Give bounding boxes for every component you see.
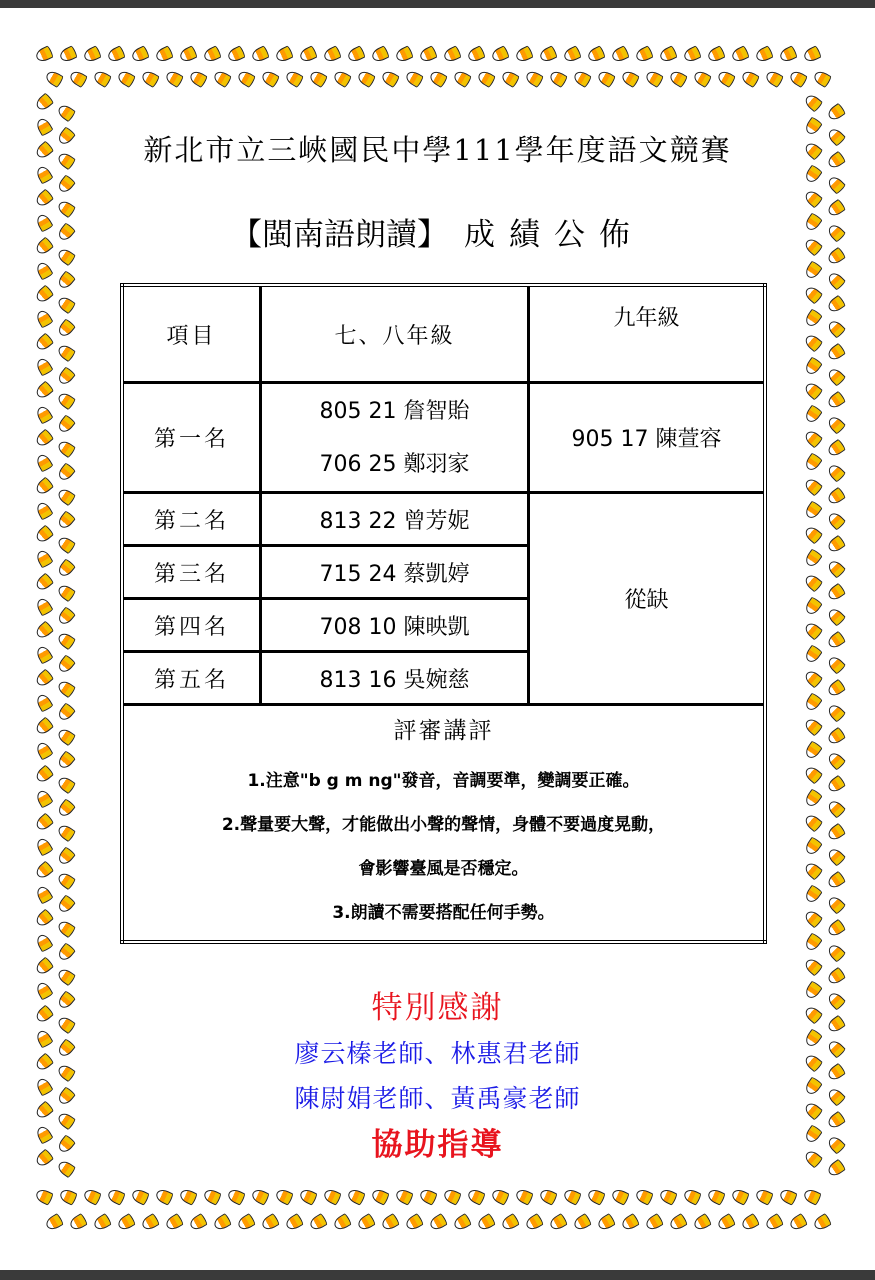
candy-corn-icon xyxy=(56,823,77,843)
candy-corn-icon xyxy=(826,295,847,315)
candy-corn-icon xyxy=(730,1187,750,1206)
candy-corn-icon xyxy=(826,606,847,627)
candy-corn-icon xyxy=(826,174,847,195)
table-row xyxy=(122,383,765,493)
candy-corn-icon xyxy=(212,1213,232,1232)
subtitle-announcement: 成績公佈 xyxy=(464,217,644,253)
candy-corn-icon xyxy=(668,69,688,88)
candy-corn-icon xyxy=(56,103,77,123)
candy-corn-icon xyxy=(44,69,64,88)
candy-corn-icon xyxy=(370,1187,390,1206)
candy-corn-icon xyxy=(644,1213,664,1232)
candy-corn-icon xyxy=(56,606,76,627)
candy-corn-icon xyxy=(34,500,53,520)
results-table xyxy=(120,283,767,944)
candy-corn-icon xyxy=(826,654,847,675)
candy-corn-icon xyxy=(802,1187,822,1206)
candy-corn-icon xyxy=(250,1187,270,1206)
candy-corn-icon xyxy=(178,45,198,64)
candy-corn-icon xyxy=(740,69,760,88)
candy-corn-icon xyxy=(826,798,847,819)
candy-corn-icon xyxy=(164,69,184,88)
assist-text: 協助指導 xyxy=(371,1127,504,1163)
candy-corn-icon xyxy=(322,1187,342,1206)
candy-corn-icon xyxy=(548,1213,568,1232)
candy-corn-icon xyxy=(34,548,53,568)
candy-corn-icon xyxy=(826,318,847,339)
candy-corn-icon xyxy=(68,69,88,88)
candy-corn-icon xyxy=(58,45,78,64)
candy-corn-icon xyxy=(226,45,246,64)
candy-corn-icon xyxy=(548,69,568,88)
candy-corn-icon xyxy=(34,596,53,616)
candy-corn-icon xyxy=(803,332,824,352)
candy-corn-icon xyxy=(716,69,736,88)
candy-corn-icon xyxy=(826,583,847,603)
candy-corn-icon xyxy=(476,1213,496,1232)
candy-corn-icon xyxy=(274,1187,294,1206)
candy-corn-icon xyxy=(298,45,318,64)
candy-corn-icon xyxy=(740,1213,760,1232)
candy-corn-icon xyxy=(803,956,824,976)
candy-corn-icon xyxy=(34,92,55,112)
candy-corn-icon xyxy=(34,452,53,472)
candy-corn-icon xyxy=(803,932,823,953)
candy-corn-icon xyxy=(803,500,823,521)
candy-corn-icon xyxy=(803,644,823,665)
candy-corn-icon xyxy=(236,69,256,88)
candy-corn-icon xyxy=(803,860,824,880)
candy-corn-icon xyxy=(812,1213,832,1232)
candy-corn-icon xyxy=(634,1187,654,1206)
candy-corn-icon xyxy=(442,1187,462,1206)
candy-corn-icon xyxy=(34,668,55,688)
candy-corn-icon xyxy=(56,798,76,819)
candy-corn-icon xyxy=(56,318,76,339)
candy-corn-icon xyxy=(803,92,824,112)
candy-corn-icon xyxy=(56,775,77,795)
candy-corn-icon xyxy=(56,654,76,675)
winner-cell xyxy=(261,383,529,493)
candy-corn-icon xyxy=(260,1213,280,1232)
candy-corn-icon xyxy=(34,356,53,376)
candy-corn-icon xyxy=(490,45,510,64)
candy-corn-icon xyxy=(764,69,784,88)
candy-corn-icon xyxy=(34,764,55,784)
candy-corn-icon xyxy=(803,284,824,304)
candy-corn-icon xyxy=(202,1187,222,1206)
candy-corn-icon xyxy=(803,764,824,784)
candy-corn-icon xyxy=(826,414,847,435)
candy-corn-icon xyxy=(803,812,824,832)
candy-corn-icon xyxy=(803,908,824,928)
candy-corn-icon xyxy=(754,1187,774,1206)
comment-line: 會影響臺風是否穩定。 xyxy=(358,858,529,879)
candy-corn-icon xyxy=(34,1187,54,1206)
candy-corn-icon xyxy=(658,1187,678,1206)
candy-corn-icon xyxy=(56,702,76,723)
candy-corn-icon xyxy=(668,1213,688,1232)
candy-corn-icon xyxy=(34,692,53,712)
candy-corn-icon xyxy=(346,1187,366,1206)
candy-corn-icon xyxy=(658,45,678,64)
candy-corn-icon xyxy=(56,727,77,747)
candy-corn-icon xyxy=(92,1213,112,1232)
candy-corn-icon xyxy=(34,332,55,352)
candy-corn-icon xyxy=(826,631,847,651)
candy-corn-icon xyxy=(298,1187,318,1206)
candy-corn-icon xyxy=(332,69,352,88)
candy-corn-icon xyxy=(188,69,208,88)
candy-corn-icon xyxy=(802,45,822,64)
rank-label: 第四名 xyxy=(122,599,261,652)
candy-corn-icon xyxy=(34,932,53,952)
candy-corn-icon xyxy=(826,750,847,771)
candy-corn-icon xyxy=(34,956,55,976)
candy-corn-icon xyxy=(538,45,558,64)
rank-label: 第五名 xyxy=(122,652,261,705)
candy-corn-icon xyxy=(826,439,847,459)
candy-corn-icon xyxy=(803,740,823,761)
candy-corn-icon xyxy=(826,103,847,123)
candy-corn-icon xyxy=(586,45,606,64)
candy-corn-icon xyxy=(34,788,53,808)
candy-corn-icon xyxy=(56,535,77,555)
candy-corn-icon xyxy=(778,45,798,64)
candy-corn-icon xyxy=(34,884,53,904)
candy-corn-icon xyxy=(610,45,630,64)
candy-corn-icon xyxy=(226,1187,246,1206)
candy-corn-icon xyxy=(826,823,847,843)
candy-corn-icon xyxy=(308,69,328,88)
teachers-line: 廖云榛老師、林惠君老師 xyxy=(294,1039,581,1068)
candy-corn-icon xyxy=(692,1213,712,1232)
candy-corn-icon xyxy=(58,1187,78,1206)
candy-corn-icon xyxy=(250,45,270,64)
comment-line: 1.注意"b g m ng"發音，音調要準，變調要正確。 xyxy=(247,770,640,791)
candy-corn-icon xyxy=(34,740,53,760)
candy-corn-icon xyxy=(514,1187,534,1206)
table-header-row xyxy=(122,285,765,383)
candy-corn-icon xyxy=(404,69,424,88)
candy-corn-icon xyxy=(56,270,76,291)
candy-corn-icon xyxy=(803,884,823,905)
candy-corn-icon xyxy=(826,510,847,531)
candy-corn-icon xyxy=(56,919,77,939)
candy-corn-icon xyxy=(730,45,750,64)
candy-corn-icon xyxy=(34,188,55,208)
candy-corn-icon xyxy=(56,439,77,459)
candy-corn-icon xyxy=(188,1213,208,1232)
candy-corn-icon xyxy=(164,1213,184,1232)
candy-corn-icon xyxy=(826,366,847,387)
candy-corn-icon xyxy=(826,462,847,483)
candy-corn-icon xyxy=(826,487,847,507)
candy-corn-icon xyxy=(634,45,654,64)
table-row xyxy=(122,493,765,546)
candy-corn-icon xyxy=(56,942,76,963)
candy-corn-icon xyxy=(140,69,160,88)
candy-corn-icon xyxy=(380,69,400,88)
candy-corn-icon xyxy=(418,1187,438,1206)
candy-corn-icon xyxy=(346,45,366,64)
candy-corn-icon xyxy=(130,1187,150,1206)
candy-corn-icon xyxy=(56,631,77,651)
candy-corn-icon xyxy=(803,260,823,281)
candy-corn-icon xyxy=(826,894,847,915)
page-subtitle xyxy=(0,209,875,254)
candy-corn-icon xyxy=(106,45,126,64)
candy-corn-icon xyxy=(394,1187,414,1206)
candy-corn-icon xyxy=(34,45,54,64)
candy-corn-icon xyxy=(826,679,847,699)
candy-corn-icon xyxy=(572,69,592,88)
candy-corn-icon xyxy=(34,476,55,496)
candy-corn-icon xyxy=(826,558,847,579)
candy-corn-icon xyxy=(562,45,582,64)
teachers-line: 陳尉娟老師、黃禹豪老師 xyxy=(294,1084,581,1113)
candy-corn-icon xyxy=(466,45,486,64)
comments-row xyxy=(122,705,765,943)
comments-title: 評審講評 xyxy=(393,717,494,744)
candy-corn-icon xyxy=(826,919,847,939)
candy-corn-icon xyxy=(154,45,174,64)
winner-entry: 813 16 吳婉慈 xyxy=(261,652,529,705)
candy-corn-icon xyxy=(34,524,55,544)
candy-corn-icon xyxy=(682,45,702,64)
comment-line: 3.朗讀不需要搭配任何手勢。 xyxy=(332,902,555,923)
candy-corn-icon xyxy=(68,1213,88,1232)
candy-corn-icon xyxy=(418,45,438,64)
candy-corn-icon xyxy=(140,1213,160,1232)
candy-corn-icon xyxy=(34,812,55,832)
comment-line: 2.聲量要大聲，才能做出小聲的聲情，身體不要過度晃動， xyxy=(221,814,666,835)
candy-corn-icon xyxy=(34,860,55,880)
candy-corn-icon xyxy=(803,668,824,688)
rank-label: 第一名 xyxy=(122,383,261,493)
candy-corn-icon xyxy=(754,45,774,64)
candy-corn-icon xyxy=(826,942,847,963)
candy-corn-icon xyxy=(596,1213,616,1232)
candy-corn-icon xyxy=(202,45,222,64)
candy-corn-icon xyxy=(562,1187,582,1206)
candy-corn-icon xyxy=(92,69,112,88)
candy-corn-icon xyxy=(826,727,847,747)
candy-corn-icon xyxy=(812,69,832,88)
candy-corn-icon xyxy=(803,188,824,208)
candy-corn-icon xyxy=(500,1213,520,1232)
candy-corn-icon xyxy=(82,45,102,64)
candy-corn-icon xyxy=(274,45,294,64)
candy-corn-icon xyxy=(572,1213,592,1232)
candy-corn-icon xyxy=(644,69,664,88)
candy-corn-icon xyxy=(803,524,824,544)
candy-corn-icon xyxy=(538,1187,558,1206)
candy-corn-icon xyxy=(34,908,55,928)
candy-corn-icon xyxy=(803,452,823,473)
candy-corn-icon xyxy=(764,1213,784,1232)
candy-corn-icon xyxy=(826,343,847,363)
candy-corn-icon xyxy=(370,45,390,64)
candy-corn-icon xyxy=(826,391,847,411)
candy-corn-icon xyxy=(56,462,76,483)
candy-corn-icon xyxy=(692,69,712,88)
candy-corn-icon xyxy=(803,548,823,569)
candy-corn-icon xyxy=(490,1187,510,1206)
candy-corn-icon xyxy=(56,583,77,603)
winner-entry: 805 21 詹智貽 xyxy=(319,398,470,424)
candy-corn-icon xyxy=(788,69,808,88)
candy-corn-icon xyxy=(130,45,150,64)
rank-label: 第二名 xyxy=(122,493,261,546)
candy-corn-icon xyxy=(452,1213,472,1232)
candy-corn-icon xyxy=(56,366,76,387)
candy-corn-icon xyxy=(56,846,76,867)
winner-entry-grade9: 905 17 陳萱容 xyxy=(529,383,766,493)
candy-corn-icon xyxy=(56,871,77,891)
candy-corn-icon xyxy=(56,750,76,771)
winner-entry: 708 10 陳映凱 xyxy=(261,599,529,652)
candy-corn-icon xyxy=(236,1213,256,1232)
candy-corn-icon xyxy=(34,428,55,448)
candy-corn-icon xyxy=(212,69,232,88)
candy-corn-icon xyxy=(803,572,824,592)
candy-corn-icon xyxy=(404,1213,424,1232)
candy-corn-icon xyxy=(56,414,76,435)
candy-corn-icon xyxy=(476,69,496,88)
candy-corn-icon xyxy=(706,1187,726,1206)
candy-corn-icon xyxy=(284,69,304,88)
candy-corn-icon xyxy=(332,1213,352,1232)
column-header-item: 項目 xyxy=(122,285,261,383)
candy-corn-icon xyxy=(356,1213,376,1232)
candy-corn-icon xyxy=(56,343,77,363)
candy-corn-icon xyxy=(803,596,823,617)
candy-corn-icon xyxy=(178,1187,198,1206)
candy-corn-icon xyxy=(803,380,824,400)
candy-corn-icon xyxy=(308,1213,328,1232)
candy-corn-icon xyxy=(34,716,55,736)
candy-corn-icon xyxy=(56,174,76,195)
candy-corn-icon xyxy=(154,1187,174,1206)
candy-corn-icon xyxy=(394,45,414,64)
candy-corn-icon xyxy=(322,45,342,64)
candy-corn-icon xyxy=(778,1187,798,1206)
candy-corn-icon xyxy=(356,69,376,88)
candy-corn-icon xyxy=(682,1187,702,1206)
candy-corn-icon xyxy=(620,69,640,88)
candy-corn-icon xyxy=(34,620,55,640)
candy-corn-icon xyxy=(803,308,823,329)
candy-corn-icon xyxy=(56,510,76,531)
grade9-vacant: 從缺 xyxy=(529,493,766,705)
candy-corn-icon xyxy=(106,1187,126,1206)
candy-corn-icon xyxy=(586,1187,606,1206)
column-header-grade9: 九年級 xyxy=(529,285,766,383)
candy-corn-icon xyxy=(34,380,55,400)
candy-corn-icon xyxy=(803,356,823,377)
candy-corn-icon xyxy=(34,308,53,328)
candy-corn-icon xyxy=(826,270,847,291)
candy-corn-icon xyxy=(116,69,136,88)
candy-corn-icon xyxy=(284,1213,304,1232)
candy-corn-icon xyxy=(826,702,847,723)
candy-corn-icon xyxy=(56,558,76,579)
winner-entry: 813 22 曾芳妮 xyxy=(261,493,529,546)
candy-corn-icon xyxy=(826,775,847,795)
candy-corn-icon xyxy=(116,1213,136,1232)
candy-corn-icon xyxy=(56,679,77,699)
candy-corn-icon xyxy=(524,1213,544,1232)
candy-corn-icon xyxy=(803,620,824,640)
candy-corn-icon xyxy=(716,1213,736,1232)
candy-corn-icon xyxy=(803,716,824,736)
candy-corn-icon xyxy=(428,1213,448,1232)
column-header-grade78: 七、八年級 xyxy=(261,285,529,383)
candy-corn-icon xyxy=(56,487,77,507)
candy-corn-icon xyxy=(428,69,448,88)
winner-entry: 715 24 蔡凱婷 xyxy=(261,546,529,599)
candy-corn-icon xyxy=(500,69,520,88)
candy-corn-icon xyxy=(826,535,847,555)
candy-corn-icon xyxy=(826,871,847,891)
candy-corn-icon xyxy=(610,1187,630,1206)
candy-corn-icon xyxy=(442,45,462,64)
rank-label: 第三名 xyxy=(122,546,261,599)
candy-corn-icon xyxy=(34,644,53,664)
candy-corn-icon xyxy=(788,1213,808,1232)
winner-entry: 706 25 鄭羽家 xyxy=(319,451,470,477)
candy-corn-icon xyxy=(56,391,77,411)
page-title: 新北市立三峽國民中學111學年度語文競賽 xyxy=(143,133,732,167)
candy-corn-icon xyxy=(596,69,616,88)
candy-corn-icon xyxy=(34,260,53,280)
candy-corn-icon xyxy=(44,1213,64,1232)
comments-cell xyxy=(122,705,765,943)
candy-corn-icon xyxy=(82,1187,102,1206)
candy-corn-icon xyxy=(803,788,823,809)
candy-corn-icon xyxy=(34,404,53,424)
candy-corn-icon xyxy=(34,572,55,592)
candy-corn-icon xyxy=(524,69,544,88)
thanks-title: 特別感謝 xyxy=(371,990,504,1026)
candy-corn-icon xyxy=(56,295,77,315)
candy-corn-icon xyxy=(452,69,472,88)
candy-corn-icon xyxy=(380,1213,400,1232)
candy-corn-icon xyxy=(803,476,824,496)
candy-corn-icon xyxy=(803,836,823,857)
candy-corn-icon xyxy=(706,45,726,64)
candy-corn-icon xyxy=(56,894,76,915)
candy-corn-icon xyxy=(803,404,823,425)
candy-corn-icon xyxy=(34,836,53,856)
candy-corn-icon xyxy=(260,69,280,88)
candy-corn-icon xyxy=(803,428,824,448)
candy-corn-icon xyxy=(620,1213,640,1232)
candy-corn-icon xyxy=(514,45,534,64)
candy-corn-icon xyxy=(826,846,847,867)
candy-corn-icon xyxy=(34,284,55,304)
candy-corn-icon xyxy=(803,692,823,713)
subtitle-category: 【閩南語朗讀】 xyxy=(231,217,448,253)
candy-corn-icon xyxy=(466,1187,486,1206)
